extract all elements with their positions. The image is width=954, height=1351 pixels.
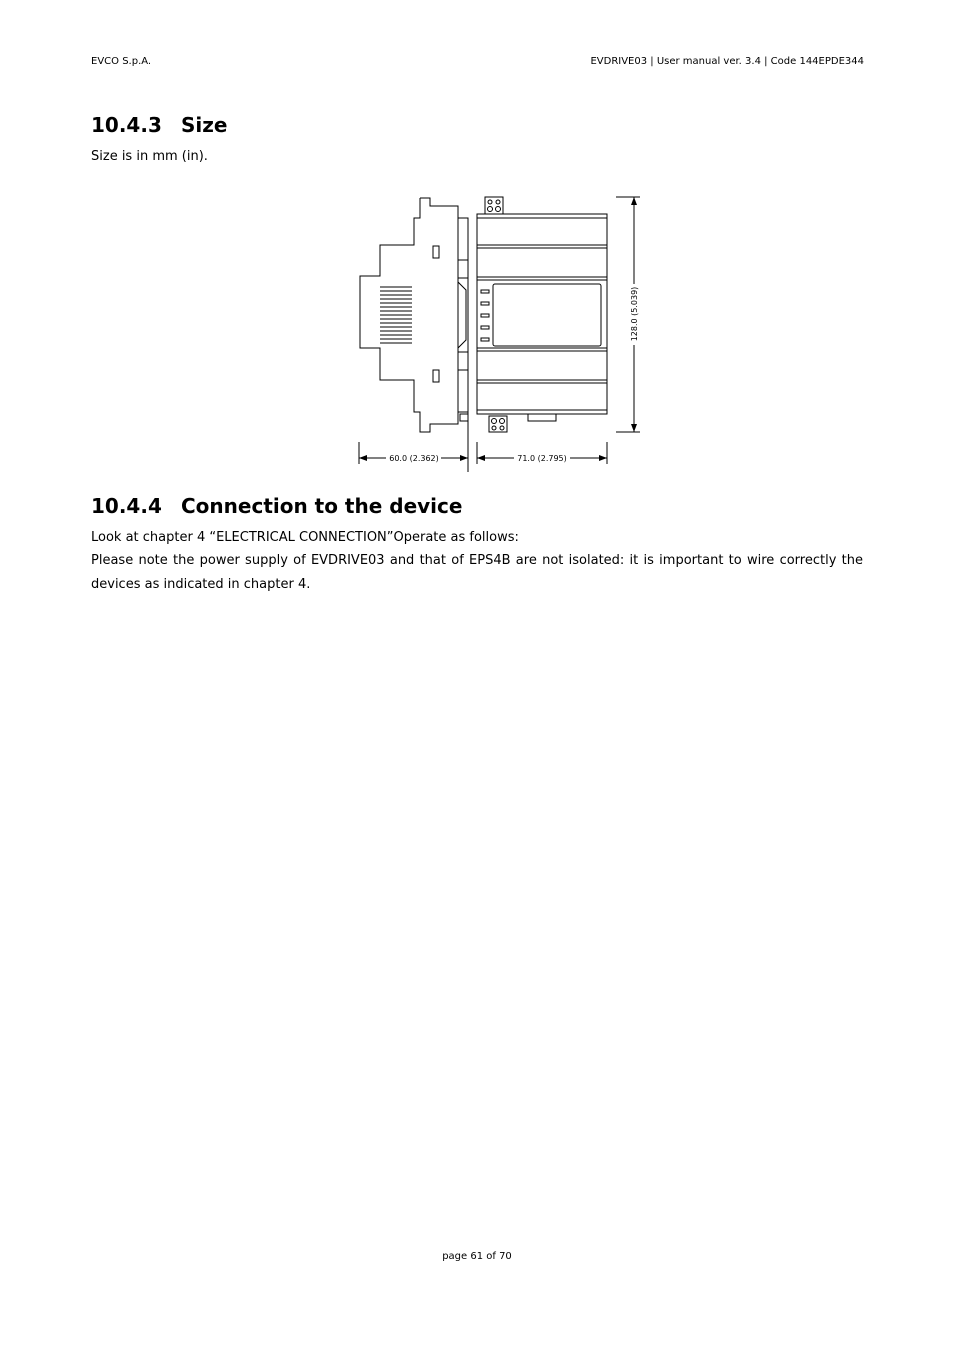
bottom-terminal [489, 416, 507, 432]
section-size-heading [91, 113, 227, 137]
section-number: 10.4.4 [91, 494, 162, 518]
header-company: EVCO S.p.A. [91, 56, 152, 67]
section-title: Connection to the device [181, 494, 463, 518]
section-connection-heading [91, 494, 462, 518]
dim-height-label: 128.0 (5.039) [630, 286, 639, 342]
connection-paragraph-1: Look at chapter 4 “ELECTRICAL CONNECTION”Operate as follows: [91, 530, 519, 545]
page-number: page 61 of 70 [442, 1251, 512, 1262]
bottom-connector [528, 414, 556, 421]
top-terminal [485, 197, 503, 214]
side-vents [380, 287, 412, 343]
dim-depth-label: 60.0 (2.362) [389, 454, 439, 463]
side-view-outline [360, 198, 468, 472]
front-view-outline [477, 214, 607, 414]
led-indicators [481, 290, 489, 341]
dim-width-label: 71.0 (2.795) [517, 454, 567, 463]
section-number: 10.4.3 [91, 113, 162, 137]
display-window [493, 284, 601, 346]
section-title: Size [181, 113, 228, 137]
header-doc-info: EVDRIVE03 | User manual ver. 3.4 | Code 144EPDE344 [590, 56, 864, 67]
dimension-drawing [350, 190, 650, 472]
connection-paragraph-2: Please note the power supply of EVDRIVE03 and that of EPS4B are not isolated: it is important to wire correctly the devices as indicated in chapter 4. [91, 553, 863, 592]
size-note: Size is in mm (in). [91, 149, 208, 164]
